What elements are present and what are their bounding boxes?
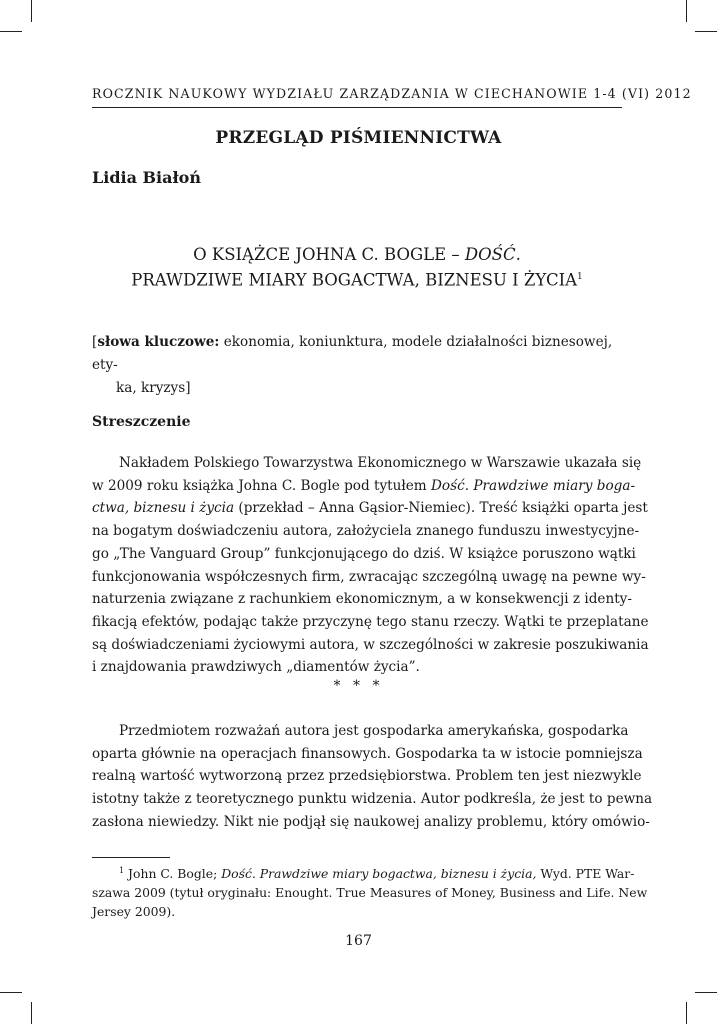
- footnote-text: John C. Bogle;: [124, 866, 222, 882]
- text-line: fikacją efektów, podając także przyczynę tego stanu rzeczy. Wątki te przeplatane: [92, 613, 649, 630]
- title-text: O KSIĄŻCE JOHNA C. BOGLE –: [193, 245, 465, 264]
- title-text: PRAWDZIWE MIARY BOGACTWA, BIZNESU I ŻYCIA: [131, 270, 577, 290]
- italic-title: ctwa, biznesu i życia: [92, 500, 235, 517]
- footnote-number: 1: [119, 866, 125, 875]
- text-line: oparta głównie na operacjach finansowych. Gospodarka ta w istocie pomniejsza: [92, 745, 643, 762]
- footnote: [92, 861, 648, 921]
- footnote-line: szawa 2009 (tytuł oryginału: Enought. True Measures of Money, Business and Life. New: [92, 885, 648, 901]
- author-name: Lidia Białoń: [92, 168, 201, 187]
- text-line: [92, 497, 648, 520]
- footnote-text: Wyd. PTE War-: [536, 866, 635, 882]
- footnote-rule: [92, 857, 170, 858]
- text-line: są doświadczeniami życiowymi autora, w szczególności w zakresie poszukiwania: [92, 636, 649, 653]
- text-line: go „The Vanguard Group” funkcjonującego do dziś. W książce poruszono wątki: [92, 545, 636, 562]
- text-span: w 2009 roku książka Johna C. Bogle pod tytułem: [92, 477, 432, 494]
- text-line: Przedmiotem rozważań autora jest gospodarka amerykańska, gospodarka: [119, 723, 629, 739]
- keywords: [92, 331, 622, 400]
- section-title: PRZEGLĄD PIŚMIENNICTWA: [215, 128, 502, 148]
- crop-mark-bottom-left: [0, 992, 22, 993]
- text-line: realną wartość wytworzoną przez przedsiębiorstwa. Problem ten jest niezwykle: [92, 768, 642, 785]
- keywords-bracket: [: [92, 334, 98, 350]
- keywords-label: słowa kluczowe:: [97, 334, 220, 350]
- crop-mark-top-right: [695, 31, 717, 32]
- header-rule: [92, 107, 622, 108]
- title-italic-text: DOŚĆ: [464, 245, 516, 264]
- crop-mark-bottom-right: [686, 1002, 687, 1024]
- keywords-text: ekonomia, koniunktura, modele działalności biznesowej, ety-: [92, 334, 613, 373]
- section-separator: * * *: [333, 678, 384, 694]
- text-line: zasłona niewiedzy. Nikt nie podjął się naukowej analizy problemu, który omówio-: [92, 813, 650, 830]
- keywords-text: ka, kryzys]: [116, 380, 191, 396]
- text-line: naturzenia związane z rachunkiem ekonomicznym, a w konsekwencji z identy-: [92, 591, 632, 608]
- abstract-heading: Streszczenie: [92, 414, 191, 430]
- text-line: na bogatym doświadczeniu autora, założyciela znanego funduszu inwestycyjne-: [92, 523, 640, 540]
- running-head: ROCZNIK NAUKOWY WYDZIAŁU ZARZĄDZANIA W CIECHANOWIE 1-4 (VI) 2012: [92, 86, 692, 101]
- crop-mark-top-right: [686, 0, 687, 22]
- text-line: istotny także z teoretycznego punktu widzenia. Autor podkreśla, że jest to pewna: [92, 791, 653, 808]
- footnote-reference[interactable]: 1: [577, 272, 583, 282]
- footnote-line: Jersey 2009).: [92, 904, 176, 920]
- text-line: funkcjonowania współczesnych firm, zwracając szczególną uwagę na pewne wy-: [92, 568, 646, 585]
- page-number: 167: [345, 933, 372, 949]
- abstract-paragraph: [92, 452, 649, 679]
- text-line: Nakładem Polskiego Towarzystwa Ekonomicznego w Warszawie ukazała się: [119, 455, 642, 471]
- italic-title: Dość. Prawdziwe miary boga-: [431, 477, 636, 494]
- article-title-line-1: [92, 243, 622, 266]
- body-paragraph: [92, 720, 653, 834]
- text-span: (przekład – Anna Gąsior-Niemiec). Treść książki oparta jest: [234, 500, 648, 517]
- text-line: [92, 475, 636, 498]
- text-line: i znajdowania prawdziwych „diamentów życia”.: [92, 659, 420, 676]
- crop-mark-top-left: [31, 0, 32, 22]
- article-title: [92, 243, 622, 292]
- title-text: .: [515, 245, 521, 264]
- crop-mark-bottom-left: [31, 1002, 32, 1024]
- footnote-line: [92, 861, 635, 883]
- footnote-italic-title: Dość. Prawdziwe miary bogactwa, biznesu i życia,: [221, 866, 537, 882]
- crop-mark-bottom-right: [695, 992, 717, 993]
- crop-mark-top-left: [0, 31, 22, 32]
- article-title-line-2: [92, 266, 622, 292]
